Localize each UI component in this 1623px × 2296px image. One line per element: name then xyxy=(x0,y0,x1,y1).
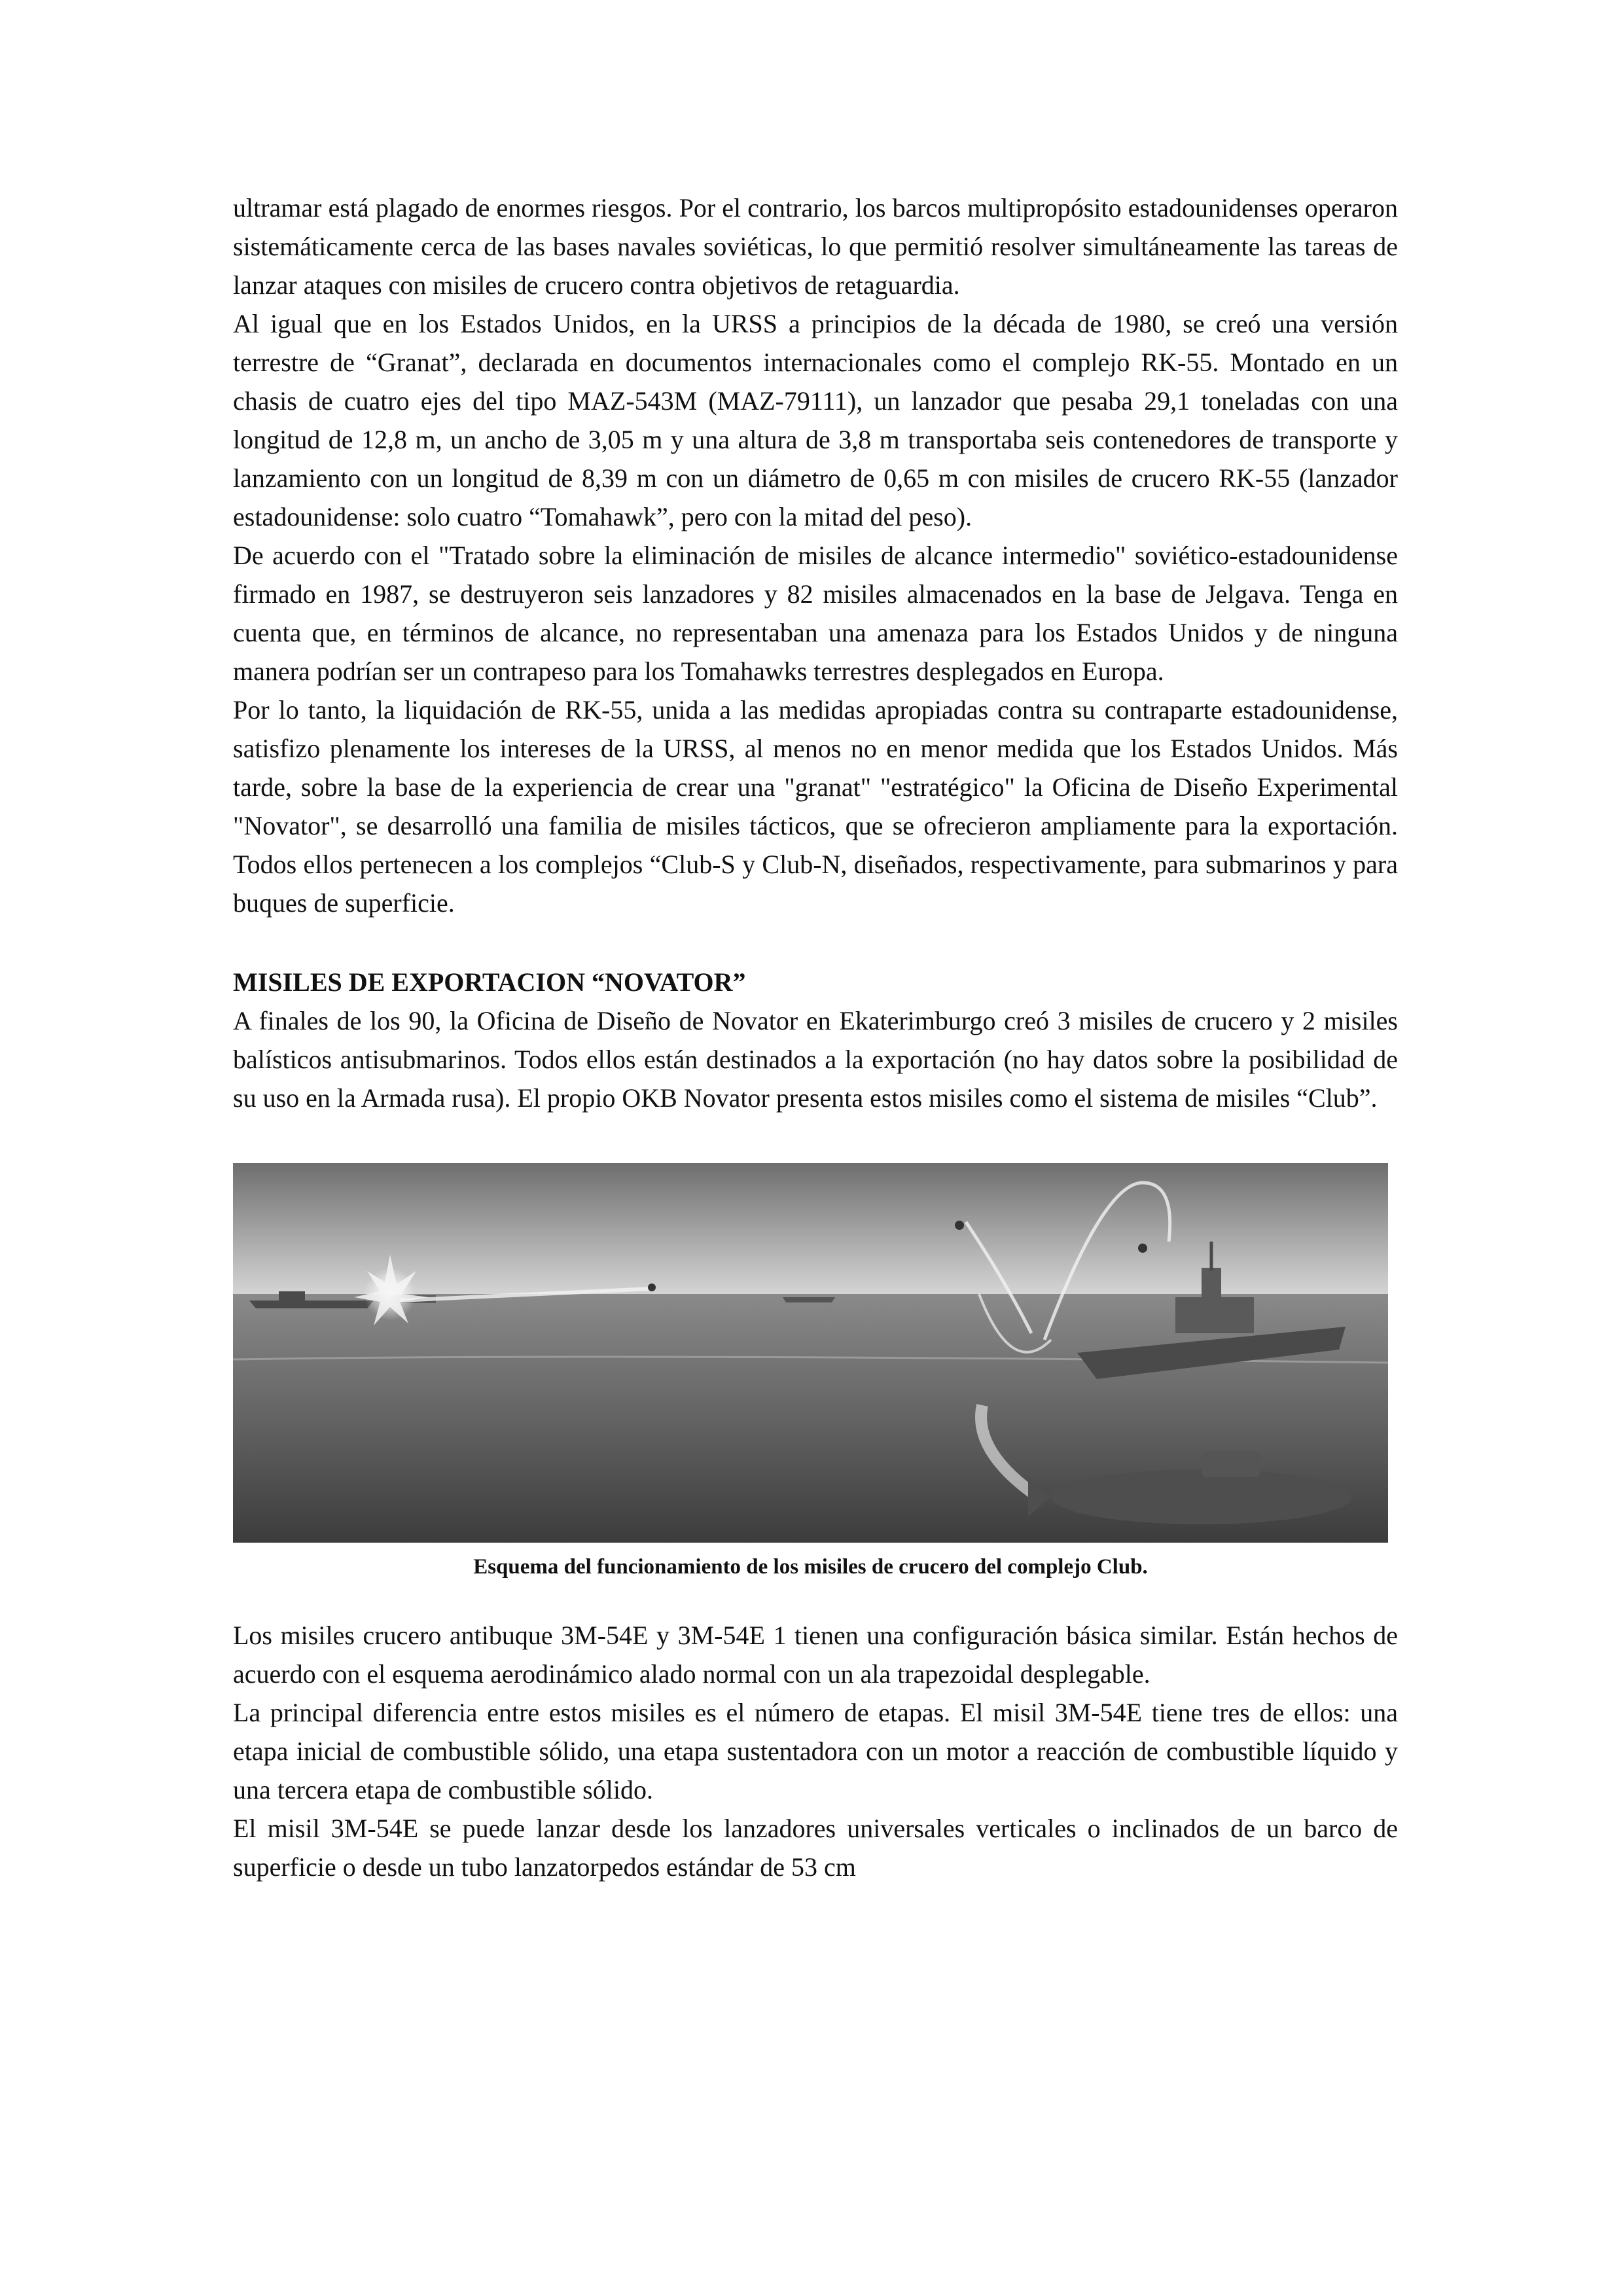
club-system-figure xyxy=(233,1163,1388,1543)
document-page xyxy=(233,188,1398,1886)
paragraph-3m54e-config: Los misiles crucero antibuque 3M-54E y 3M-54E 1 tienen una configuración básica similar. Están hechos de acuerdo con el esquema aerodinámico alado normal con un ala trapezoidal desplegable. xyxy=(233,1621,1398,1689)
section-heading: MISILES DE EXPORTACION “NOVATOR” xyxy=(233,967,746,997)
paragraph-overseas-risks: ultramar está plagado de enormes riesgos. Por el contrario, los barcos multipropósito estadounidenses operaron sistemáticamente cerca de las bases navales soviéticas, lo que permitió resolver simultáneamente las tareas de lanzar ataques con misiles de crucero contra objetivos de retaguardia. xyxy=(233,193,1398,300)
paragraph-novator-intro: A finales de los 90, la Oficina de Diseño de Novator en Ekaterimburgo creó 3 misiles de crucero y 2 misiles balísticos antisubmarinos. Todos ellos están destinados a la exportación (no hay datos sobre la posibilidad de su uso en la Armada rusa). El propio OKB Novator presenta estos misiles como el sistema de misiles “Club”. xyxy=(233,1006,1398,1113)
paragraph-launch-options: El misil 3M-54E se puede lanzar desde los lanzadores universales verticales o inclinados de un barco de superficie o desde un tubo lanzatorpedos estándar de 53 cm xyxy=(233,1814,1398,1882)
club-scheme-illustration xyxy=(233,1163,1388,1543)
paragraph-rk55-land-version: Al igual que en los Estados Unidos, en la URSS a principios de la década de 1980, se creó una versión terrestre de “Granat”, declarada en documentos internacionales como el complejo RK-55. Montado en un chasis de cuatro ejes del tipo MAZ-543M (MAZ-79111), un lanzador que pesaba 29,1 toneladas con una longitud de 12,8 m, un ancho de 3,05 m y una altura de 3,8 m transportaba seis contenedores de transporte y lanzamiento con un longitud de 8,39 m con un diámetro de 0,65 m con misiles de crucero RK-55 (lanzador estadounidense: solo cuatro “Tomahawk”, pero con la mitad del peso). xyxy=(233,309,1398,531)
submarine xyxy=(1051,1469,1352,1524)
missile-high xyxy=(955,1221,964,1230)
paragraph-rk55-liquidation: Por lo tanto, la liquidación de RK-55, unida a las medidas apropiadas contra su contraparte estadounidense, satisfizo plenamente los intereses de la URSS, al menos no en menor medida que los Estados Unidos. Más tarde, sobre la base de la experiencia de crear una "granat" "estratégico" la Oficina de Diseño Experimental "Novator", se desarrolló una familia de misiles tácticos, que se ofrecieron ampliamente para la exportación. Todos ellos pertenecen a los complejos “Club-S y Club-N, diseñados, respectivamente, para submarinos y para buques de superficie. xyxy=(233,695,1398,918)
paragraph-inf-treaty: De acuerdo con el "Tratado sobre la eliminación de misiles de alcance intermedio" soviético-estadounidense firmado en 1987, se destruyeron seis lanzadores y 82 misiles almacenados en la base de Jelgava. Tenga en cuenta que, en términos de alcance, no representaban una amenaza para los Estados Unidos y de ninguna manera podrían ser un contrapeso para los Tomahawks terrestres desplegados en Europa. xyxy=(233,541,1398,686)
missile-low xyxy=(648,1283,656,1291)
missile-arc xyxy=(1138,1244,1147,1253)
paragraph-stages-difference: La principal diferencia entre estos misiles es el número de etapas. El misil 3M-54E tiene tres de ellos: una etapa inicial de combustible sólido, una etapa sustentadora con un motor a reacción de combustible líquido y una tercera etapa de combustible sólido. xyxy=(233,1698,1398,1804)
target-ship xyxy=(249,1300,374,1308)
figure-caption: Esquema del funcionamiento de los misiles de crucero del complejo Club. xyxy=(473,1555,1148,1579)
